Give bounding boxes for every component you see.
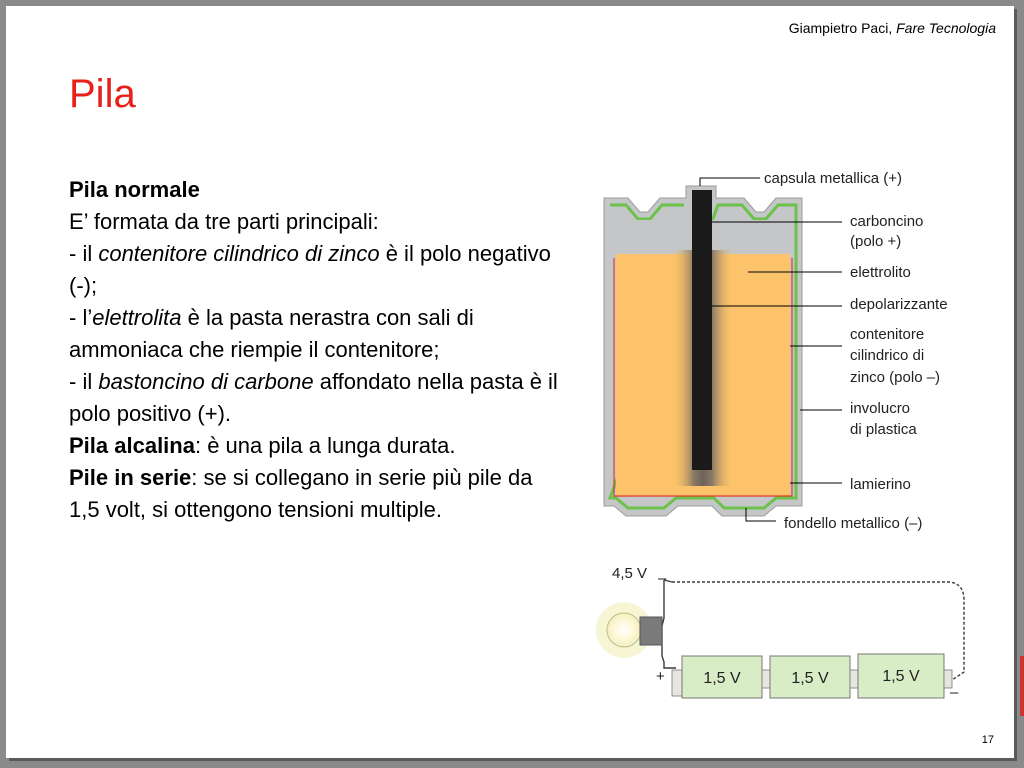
p4-rest: : è una pila a lunga durata. [194, 433, 456, 458]
label-lamierino: lamierino [850, 476, 911, 493]
bulb-socket [640, 617, 662, 645]
p2-suffix: è la pasta nerastra con sali di ammoniaca che riempie il contenitore; [69, 305, 474, 362]
label-contenitore-1: contenitore [850, 326, 925, 343]
plus-sign: + [656, 668, 665, 685]
label-carboncino-1: carboncino [850, 213, 924, 230]
battery-diagram [6, 6, 1014, 758]
label-capsula: capsula metallica (+) [764, 170, 902, 187]
p1-prefix: - il [69, 241, 99, 266]
p3-suffix: affondato nella pasta è il polo positivo (+). [69, 369, 558, 426]
cell-label-2: 1,5 V [791, 670, 829, 687]
heading-pila-normale: Pila normale [69, 177, 200, 202]
minus-top-sign: – [658, 570, 667, 587]
cell-label-1: 1,5 V [703, 670, 741, 687]
slide [6, 6, 1014, 758]
cell-label-3: 1,5 V [882, 668, 920, 685]
p5-rest: : se si collegano in serie più pile da 1,5 volt, si ottengono tensioni multiple. [69, 465, 533, 522]
p3-emphasis: bastoncino di carbone [98, 369, 314, 394]
page-number: 17 [981, 734, 994, 746]
p3-prefix: - il [69, 369, 99, 394]
label-elettrolito: elettrolito [850, 264, 911, 281]
total-voltage-label: 4,5 V [612, 565, 648, 582]
label-involucro-1: involucro [850, 400, 911, 417]
label-contenitore-2: cilindrico di [850, 347, 925, 364]
minus-right-sign: – [950, 684, 959, 701]
p2-emphasis: elettrolita [92, 305, 182, 330]
label-carboncino-2: (polo +) [850, 233, 902, 250]
label-contenitore-3: zinco (polo –) [850, 369, 941, 386]
p1-emphasis: contenitore cilindrico di zinco [98, 241, 380, 266]
p5-bold: Pile in serie [69, 465, 192, 490]
header-magazine: Fare Tecnologia [896, 20, 996, 36]
battery-body [604, 186, 802, 516]
header-author: Giampietro Paci, [788, 20, 893, 36]
p4-bold: Pila alcalina [69, 433, 195, 458]
slide-title: Pila [69, 72, 136, 116]
edge-marker [1020, 656, 1024, 716]
intro-text: E’ formata da tre parti principali: [69, 209, 379, 234]
p1-suffix: è il polo negativo (-); [69, 241, 551, 298]
series-circuit [596, 565, 964, 701]
label-fondello: fondello metallico (–) [784, 515, 923, 532]
label-involucro-2: di plastica [850, 421, 917, 438]
light-bulb-icon [607, 613, 641, 647]
p2-prefix: - l’ [69, 305, 93, 330]
label-depolarizzante: depolarizzante [850, 296, 948, 313]
